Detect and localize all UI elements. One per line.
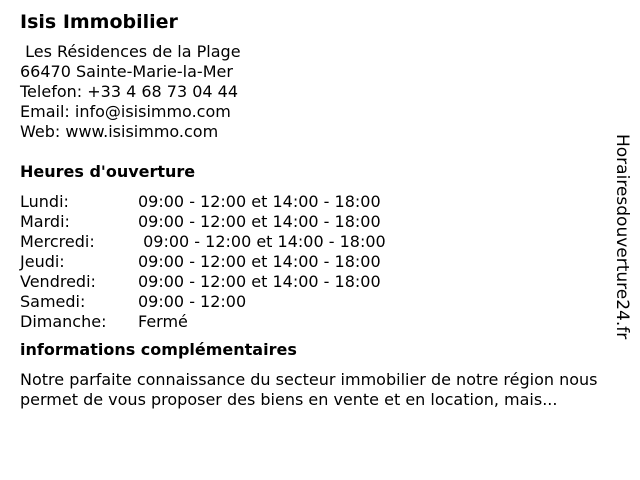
hours-day: Mardi: xyxy=(20,212,70,231)
hours-row-dimanche xyxy=(20,312,620,332)
address-street: Les Résidences de la Plage xyxy=(20,42,241,61)
hours-time: 09:00 - 12:00 et 14:00 - 18:00 xyxy=(138,212,381,231)
business-card xyxy=(20,10,620,410)
hours-time: 09:00 - 12:00 xyxy=(138,292,247,311)
hours-time: 09:00 - 12:00 et 14:00 - 18:00 xyxy=(138,192,381,211)
email-line: Email: info@isisimmo.com xyxy=(20,102,231,121)
business-name: Isis Immobilier xyxy=(20,11,178,33)
hours-row-vendredi xyxy=(20,272,620,292)
hours-time: 09:00 - 12:00 et 14:00 - 18:00 xyxy=(138,232,386,251)
hours-heading: Heures d'ouverture xyxy=(20,162,196,181)
hours-day: Mercredi: xyxy=(20,232,95,251)
hours-row-mardi xyxy=(20,212,620,232)
phone-line: Telefon: +33 4 68 73 04 44 xyxy=(20,82,239,101)
hours-day: Jeudi: xyxy=(20,252,65,271)
hours-day: Samedi: xyxy=(20,292,86,311)
info-heading: informations complémentaires xyxy=(20,340,297,359)
hours-day: Vendredi: xyxy=(20,272,96,291)
hours-row-mercredi xyxy=(20,232,620,252)
hours-time: 09:00 - 12:00 et 14:00 - 18:00 xyxy=(138,252,381,271)
address-block xyxy=(20,42,620,142)
hours-time: 09:00 - 12:00 et 14:00 - 18:00 xyxy=(138,272,381,291)
hours-row-jeudi xyxy=(20,252,620,272)
watermark-text: Horairesdouverture24.fr xyxy=(612,134,632,340)
hours-row-samedi xyxy=(20,292,620,312)
hours-time: Fermé xyxy=(138,312,188,331)
hours-day: Dimanche: xyxy=(20,312,107,331)
address-city: 66470 Sainte-Marie-la-Mer xyxy=(20,62,233,81)
hours-row-lundi xyxy=(20,192,620,212)
web-line: Web: www.isisimmo.com xyxy=(20,122,219,141)
hours-table xyxy=(20,192,620,332)
info-description: Notre parfaite connaissance du secteur immobilier de notre région nous permet de vous proposer des biens en vente et en location, mais... xyxy=(20,370,598,409)
hours-day: Lundi: xyxy=(20,192,69,211)
